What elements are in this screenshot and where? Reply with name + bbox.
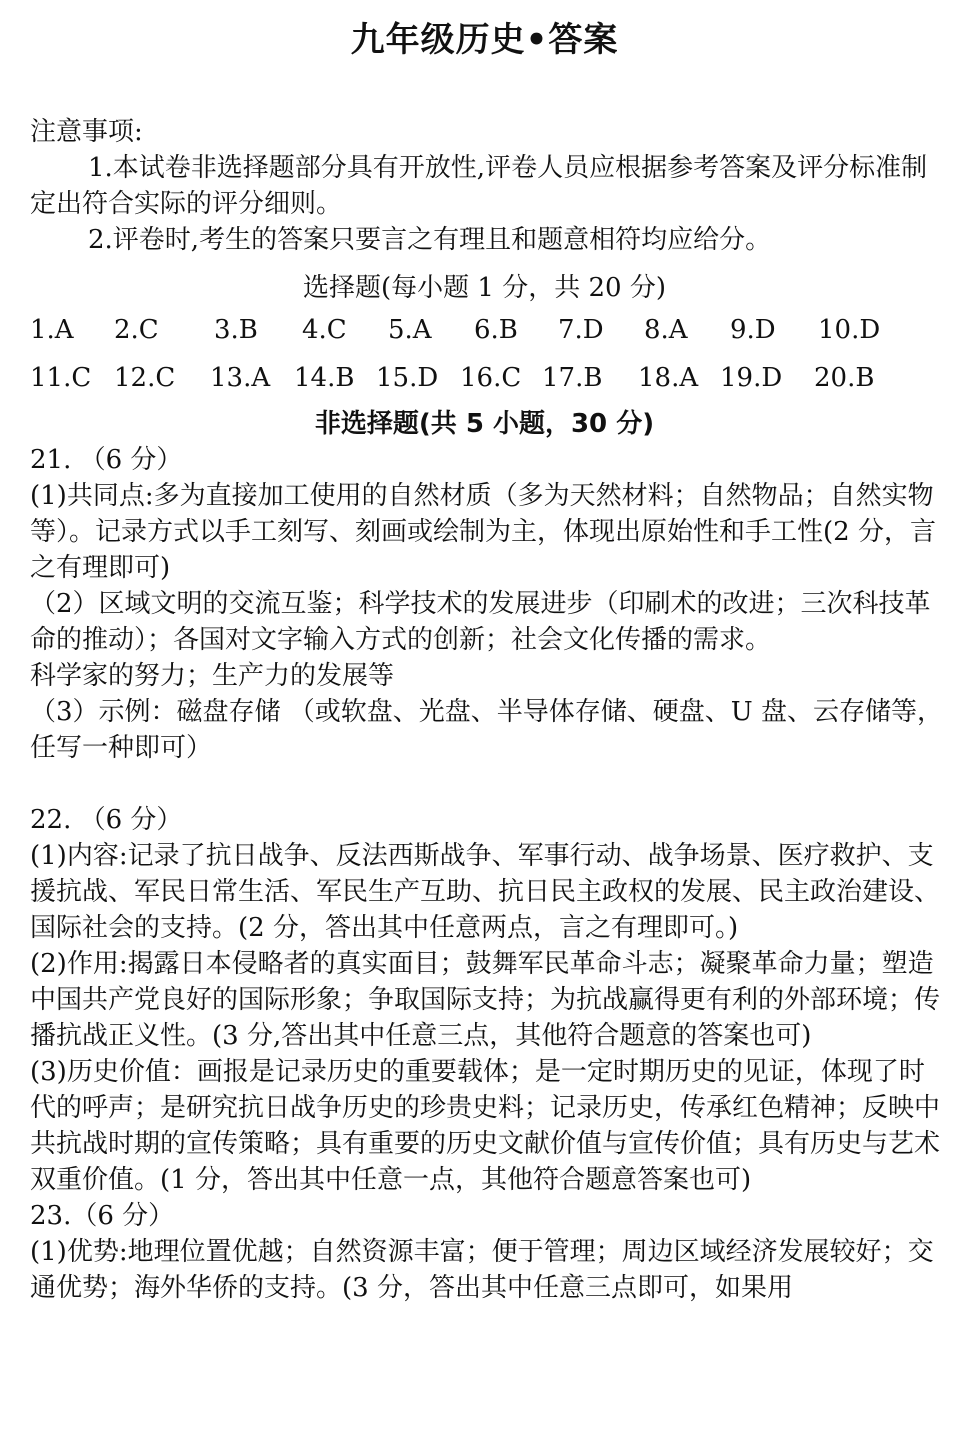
page-title: 九年级历史•答案 <box>350 20 619 60</box>
mc-answer: 13.A <box>210 363 271 393</box>
non-multiple-choice-title: 非选择题(共 5 小题，30 分) <box>314 409 655 439</box>
q21-part-3: （3）示例：磁盘存储 （或软盘、光盘、半导体存储、硬盘、U 盘、云存储等，任写一种即可） <box>30 697 943 763</box>
q22-part-2: (2)作用:揭露日本侵略者的真实面目；鼓舞军民革命斗志；凝聚革命力量；塑造中国共产党良好的国际形象；争取国际支持；为抗战赢得更有利的外部环境；传播抗战正义性。(3 分,答出其中任意三点，其他符合题意的答案也可) <box>30 949 941 1051</box>
mc-answer: 10.D <box>818 315 881 345</box>
mc-answer: 5.A <box>388 315 432 345</box>
q21-part-2: （2）区域文明的交流互鉴；科学技术的发展进步（印刷术的改进；三次科技革命的推动）；各国对文字输入方式的创新；社会文化传播的需求。 <box>30 589 931 655</box>
mc-answer: 12.C <box>114 363 176 393</box>
q21-part-1: (1)共同点:多为直接加工使用的自然材质（多为天然材料；自然物品；自然实物等）。记录方式以手工刻写、刻画或绘制为主，体现出原始性和手工性(2 分，言之有理即可) <box>30 481 936 583</box>
q22-part-1: (1)内容:记录了抗日战争、反法西斯战争、军事行动、战争场景、医疗救护、支援抗战、军民日常生活、军民生产互助、抗日民主政权的发展、民主政治建设、国际社会的支持。(2 分，答出其中任意两点，言之有理即可。) <box>30 841 941 943</box>
q21-header: 21. （6 分） <box>30 445 183 475</box>
mc-answer: 17.B <box>542 363 603 393</box>
notes-item-2: 2.评卷时,考生的答案只要言之有理且和题意相符均应给分。 <box>88 225 772 255</box>
mc-answer: 11.C <box>30 363 92 393</box>
mc-answer: 9.D <box>730 315 776 345</box>
mc-answer: 4.C <box>302 315 347 345</box>
mc-answer: 18.A <box>638 363 699 393</box>
mc-answer: 20.B <box>814 363 875 393</box>
q21-part-2-continued: 科学家的努力；生产力的发展等 <box>30 661 395 691</box>
q22-header: 22. （6 分） <box>30 805 183 835</box>
multiple-choice-title: 选择题(每小题 1 分，共 20 分) <box>303 273 666 303</box>
mc-answer: 15.D <box>376 363 439 393</box>
q22-part-3: (3)历史价值：画报是记录历史的重要载体；是一定时期历史的见证，体现了时代的呼声；是研究抗日战争历史的珍贵史料；记录历史，传承红色精神；反映中共抗战时期的宣传策略；具有重要的历史文献价值与宣传价值；具有历史与艺术双重价值。(1 分，答出其中任意一点，其他符合题意答案也可) <box>30 1057 941 1195</box>
mc-answers-row-1 <box>30 312 943 348</box>
spacer <box>30 766 943 802</box>
mc-answer: 6.B <box>474 315 518 345</box>
q23-part-1: (1)优势:地理位置优越；自然资源丰富；便于管理；周边区域经济发展较好；交通优势；海外华侨的支持。(3 分，答出其中任意三点即可，如果用 <box>30 1237 934 1303</box>
mc-answer: 14.B <box>294 363 355 393</box>
mc-answers-row-2 <box>30 360 943 396</box>
mc-answer: 8.A <box>644 315 688 345</box>
notes-item-1: 1.本试卷非选择题部分具有开放性,评卷人员应根据参考答案及评分标准制定出符合实际的评分细则。 <box>30 153 928 219</box>
mc-answer: 1.A <box>30 315 74 345</box>
mc-answer: 19.D <box>720 363 783 393</box>
mc-answer: 7.D <box>558 315 604 345</box>
notes-section <box>30 114 943 258</box>
non-multiple-choice-answers <box>30 442 943 1306</box>
q23-header: 23.（6 分） <box>30 1201 175 1231</box>
mc-answer: 16.C <box>460 363 522 393</box>
notes-heading: 注意事项: <box>30 117 143 147</box>
mc-answer: 3.B <box>214 315 258 345</box>
mc-answer: 2.C <box>114 315 159 345</box>
